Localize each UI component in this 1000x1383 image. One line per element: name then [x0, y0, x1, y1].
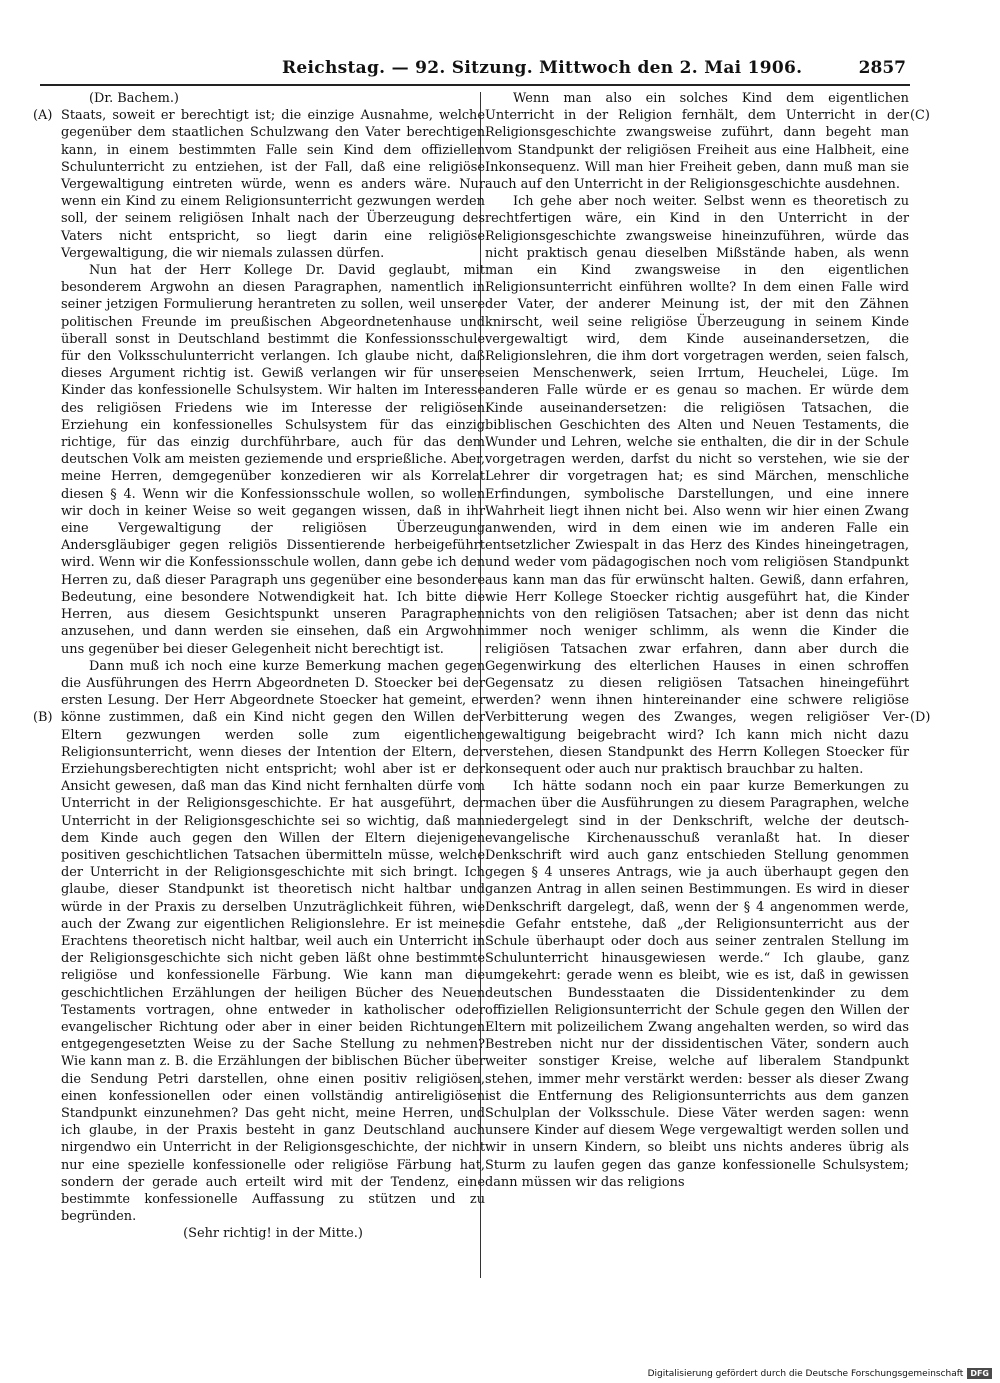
running-title: Reichstag. — 92. Sitzung. Mittwoch den 2. Mai 1906.: [282, 58, 803, 78]
margin-marker-c: (C): [910, 108, 930, 123]
margin-marker-d: (D): [910, 710, 931, 725]
page-number: 2857: [858, 58, 906, 78]
paragraph: Nun hat der Herr Kollege Dr. David geglaubt, mit besonderem Argwohn an diesen Paragraphen, namentlich in seiner jetzigen Formulierung herantreten zu sollen, weil unsere politischen Freunde im preußischen Abgeordnetenhause und überall sonst in Deutschland bestimmt die Konfessionsschule für den Volksschulunterricht verlangen. Ich glaube nicht, daß dieses Argument richtig ist. Gewiß verlangen wir für unsere Kinder das konfessionelle Schulsystem. Wir halten im Interesse des religiösen Friedens wie im Interesse der religiösen Erziehung ein konfessionelles Schulsystem für das einzig richtige, für das einzig durchführbare, auch für das dem deutschen Volk am meisten geziemende und ersprießliche. Aber, meine Herren, demgegenüber konzedieren wir als Korrelat diesen § 4. Wenn wir die Konfessionsschule wollen, so wollen wir doch in keiner Weise so weit gegangen wissen, daß in ihr eine Vergewaltigung der religiösen Überzeugung Andersgläubiger gegen religiös Dissentierende herbeigeführt wird. Wenn wir die Konfessionsschule wollen, dann gebe ich den Herren zu, daß dieser Paragraph uns gegenüber eine besondere Bedeutung, eine besondere Notwendigkeit hat. Ich bitte die Herren, aus diesem Gesichtspunkt unseren Paragraphen anzusehen, und dann werden sie einsehen, daß ein Argwohn uns gegenüber bei dieser Gelegenheit nicht berechtigt ist.: [61, 263, 485, 657]
page-header: [40, 58, 910, 86]
margin-marker-b: (B): [33, 710, 53, 725]
paragraph: Dann muß ich noch eine kurze Bemerkung machen gegen die Ausführungen des Herrn Abgeordneten D. Stoecker bei der ersten Lesung. Der Herr Abgeordnete Stoecker hat gemeint, er könne zustimmen, daß ein Kind nicht gegen den Willen der Eltern gezwungen werden solle zum eigentlichen Religionsunterricht, wenn dieses der Intention der Eltern, der Erziehungsberechtigten nicht entspricht; wohl aber ist er der Ansicht gewesen, daß man das Kind nicht fernhalten dürfe vom Unterricht in der Religionsgeschichte. Er hat ausgeführt, der Unterricht in der Religionsgeschichte sei so wichtig, daß man dem Kinde auch gegen den Willen der Eltern diejenigen positiven geschichtlichen Tatsachen übermitteln müsse, welche der Unterricht in der Religionsgeschichte mit sich bringt. Ich glaube, dieser Standpunkt ist theoretisch nicht haltbar und würde in der Praxis zu derselben Unzuträglichkeit führen, wie auch der Zwang zur eigentlichen Religionslehre. Er ist meines Erachtens theoretisch nicht haltbar, weil auch ein Unterricht in der Religionsgeschichte sich nicht geben läßt ohne bestimmte religiöse und konfessionelle Färbung. Wie kann man die geschichtlichen Erzählungen der heiligen Bücher des Neuen Testaments vortragen, ohne entweder in katholischer oder evangelischer Richtung oder aber in einer beiden Richtungen entgegengesetzten Weise zu der Sache Stellung zu nehmen? Wie kann man z. B. die Erzählungen der biblischen Bücher über die Sendung Petri darstellen, ohne einen positiv religiösen, einen konfessionellen oder einen vollständig antireligiösen Standpunkt einzunehmen? Das geht nicht, meine Herren, und ich glaube, in der Praxis besteht in ganz Deutschland auch nirgendwo ein Unterricht in der Religionsgeschichte, der nicht nur eine spezielle konfessionelle oder religiöse Färbung hat, sondern der gerade auch erteilt wird mit der Tendenz, eine bestimmte konfessionelle Auffassung zu stützen und zu begründen.: [61, 658, 485, 1225]
right-column: [485, 90, 909, 1191]
footer: [648, 1366, 992, 1381]
paragraph: Ich gehe aber noch weiter. Selbst wenn es theoretisch zu rechtfertigen wäre, ein Kind in den Unterricht in der Religionsgeschichte zwangsweise hineinzuführen, würde das nicht praktisch genau dieselben Mißstände haben, als wenn man ein Kind zwangsweise in den eigentlichen Religionsunterricht einführen wollte? In dem einen Falle wird der Vater, der anderer Meinung ist, der mit den Zähnen knirscht, weil seine religiöse Überzeugung in seinem Kinde vergewaltigt wird, dem Kinde auseinandersetzen, die Religionslehren, die ihm dort vorgetragen werden, seien falsch, seien Menschenwerk, seien Irrtum, Heuchelei, Lüge. Im anderen Falle würde er es genau so machen. Er würde dem Kinde auseinandersetzen: die religiösen Tatsachen, die biblischen Geschichten des Alten und Neuen Testaments, die Wunder und Lehren, welche sie enthalten, die dir in der Schule vorgetragen werden, darfst du nicht so verstehen, wie sie der Lehrer dir vorgetragen hat; es sind Märchen, menschliche Erfindungen, symbolische Darstellungen, und eine innere Wahrheit liegt ihnen nicht bei. Also wenn wir hier einen Zwang anwenden, wird in dem einen wie im anderen Falle ein entsetzlicher Zwiespalt in das Herz des Kindes hineingetragen, und weder vom pädagogischen noch vom religiösen Standpunkt aus kann man das für erwünscht halten. Gewiß, dann erfahren, wie Herr Kollege Stoecker richtig ausgeführt hat, die Kinder nichts von den religiösen Tatsachen; aber ist denn das nicht immer noch weniger schlimm, als wenn die Kinder die religiösen Tatsachen zwar erfahren, dann aber durch die Gegenwirkung des elterlichen Hauses in einen schroffen Gegensatz zu diesen religiösen Tatsachen hineingeführt werden? wenn ihnen hintereinander eine schwere religiöse Verbitterung wegen des Zwanges, wegen religiöser Vergewaltigung beigebracht wird? Ich kann mich nicht dazu verstehen, diesen Standpunkt des Herrn Kollegen Stoecker für konsequent oder auch nur praktisch brauchbar zu halten.: [485, 194, 909, 777]
speaker-attribution: (Dr. Bachem.): [89, 91, 179, 106]
paragraph: Staats, soweit er berechtigt ist; die einzige Ausnahme, welche gegenüber dem staatlichen Schulzwang den Vater berechtigen kann, in einem bestimmten Falle sein Kind dem offiziellen Schulunterricht zu entziehen, ist der Fall, daß eine religiöse Vergewaltigung eintreten würde, wenn es anders wäre. Nur wenn ein Kind zu einem Religionsunterricht gezwungen werden soll, der seinem religiösen Inhalt nach der Überzeugung des Vaters nicht entspricht, so liegt darin eine religiöse Vergewaltigung, die wir niemals zulassen dürfen.: [61, 108, 485, 261]
dfg-logo: DFG: [967, 1368, 992, 1379]
funding-note: Digitalisierung gefördert durch die Deutsche Forschungsgemeinschaft: [647, 1368, 964, 1379]
left-column: [61, 90, 485, 1243]
interjection: (Sehr richtig! in der Mitte.): [183, 1226, 363, 1242]
paragraph: Wenn man also ein solches Kind dem eigentlichen Unterricht in der Religion fernhält, dem Unterricht in der Religionsgeschichte zwangsweise zuführt, dann begeht man vom Standpunkt der religiösen Freiheit aus eine Halbheit, eine Inkonsequenz. Will man hier Freiheit geben, dann muß man sie auch auf den Unterricht in der Religionsgeschichte ausdehnen.: [485, 91, 909, 193]
paragraph: Ich hätte sodann noch ein paar kurze Bemerkungen zu machen über die Ausführungen zu diesem Paragraphen, welche niedergelegt sind in der Denkschrift, welche der deutsch-evangelische Kirchenausschuß veranlaßt hat. In dieser Denkschrift wird auch ganz entschieden Stellung genommen gegen § 4 unseres Antrags, wie ja auch überhaupt gegen den ganzen Antrag in allen seinen Bestimmungen. Es wird in dieser Denkschrift dargelegt, daß, wenn der § 4 angenommen werde, die Gefahr entstehe, daß „der Religionsunterricht aus der Schule überhaupt oder doch aus seiner zentralen Stellung im Schulunterricht hinausgewiesen werde.“ Ich glaube, ganz umgekehrt: gerade wenn es bleibt, wie es ist, daß in gewissen deutschen Bundesstaaten die Dissidentenkinder zu dem offiziellen Religionsunterricht der Schule gegen den Willen der Eltern mit polizeilichem Zwang angehalten werden, so wird das Bestreben nicht nur der dissidentischen Väter, sondern auch weiter sonstiger Kreise, welche auf liberalem Standpunkt stehen, immer mehr verstärkt werden: besser als dieser Zwang ist die Entfernung des Religionsunterrichts aus dem ganzen Schulplan der Volksschule. Diese Väter werden sagen: wenn unsere Kinder auf diesem Wege vergewaltigt werden sollen und wir in unsern Kindern, so bleibt uns nichts anderes übrig als Sturm zu laufen gegen das ganze konfessionelle Schulsystem; dann müssen wir das religions: [485, 779, 909, 1190]
margin-marker-a: (A): [33, 108, 53, 123]
